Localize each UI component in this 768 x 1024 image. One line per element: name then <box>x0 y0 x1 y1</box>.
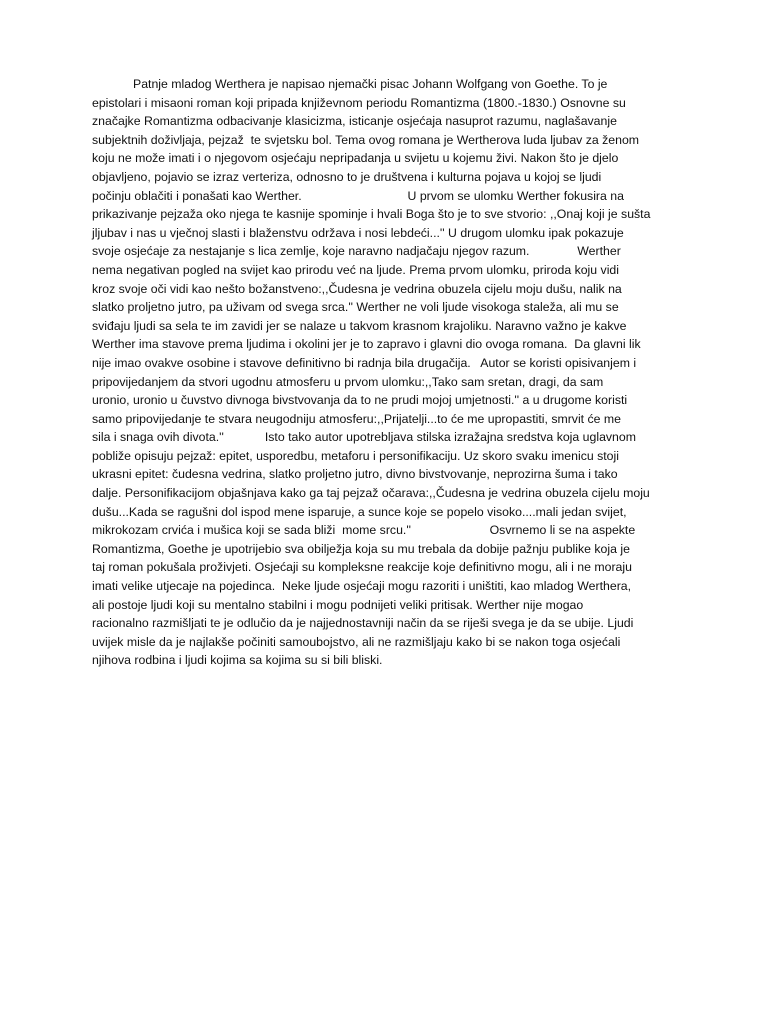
text-line: epistolari i misaoni roman koji pripada književnom periodu Romantizma (1800.-1830.) Osnovne su <box>92 95 626 110</box>
text-line: nije imao ovakve osobine i stavove definitivno bi radnja bila drugačija. Autor se koristi opisivanjem i <box>92 355 637 370</box>
text-line: samo pripovijedanje te stvara neugodniju atmosferu:,,Prijatelji...to će me upropastiti, smrvit će me <box>92 411 622 426</box>
text-line: prikazivanje pejzaža oko njega te kasnije spominje i hvali Boga što je to sve stvorio: ,,Onaj koji je sušta <box>92 207 651 222</box>
text-line: racionalno razmišljati te je odlučio da je najjednostavniji način da se riješi svega je da se ubije. Ljudi <box>92 616 634 631</box>
text-line: dalje. Personifikacijom objašnjava kako ga taj pejzaž očarava:,,Čudesna je vedrina obuzela cijelu moju <box>92 486 650 501</box>
text-line: svoje osjećaje za nestajanje s lica zemlje, koje naravno nadjačaju njegov razum. Werther <box>92 244 621 259</box>
text-line: Romantizma, Goethe je upotrijebio sva obilježja koja su mu trebala da dobije pažnju publike koja je <box>92 541 630 556</box>
text-line: dušu...Kada se ragušni dol ispod mene isparuje, a sunce koje se popelo visoko....mali jedan svijet, <box>92 504 627 519</box>
text-line: uvijek misle da je najlakše počiniti samoubojstvo, ali ne razmišljaju kako bi se nakon toga osjećali <box>92 634 621 649</box>
text-line: koju ne može imati i o njegovom osjećaju nepripadanja u svijetu u kojemu živi. Nakon što je djelo <box>92 151 619 166</box>
text-line: kroz svoje oči vidi kao nešto božanstveno:,,Čudesna je vedrina obuzela cijelu moju dušu, nalik na <box>92 281 622 296</box>
text-line: sila i snaga ovih divota.'' Isto tako autor upotrebljava stilska izražajna sredstva koja uglavnom <box>92 430 636 445</box>
essay-text <box>92 75 682 670</box>
text-line: uronio, uronio u čuvstvo divnoga bivstvovanja da to ne prudi mojoj umjetnosti.'' a u drugome koristi <box>92 393 628 408</box>
text-line: značajke Romantizma odbacivanje klasicizma, isticanje osjećaja nasuprot razumu, naglašavanje <box>92 114 617 129</box>
text-line: objavljeno, pojavio se izraz verteriza, odnosno to je društvena i kulturna pojava u kojoj se ljudi <box>92 169 602 184</box>
text-line: nema negativan pogled na svijet kao prirodu već na ljude. Prema prvom ulomku, priroda koju vidi <box>92 262 620 277</box>
text-line: počinju oblačiti i ponašati kao Werther. U prvom se ulomku Werther fokusira na <box>92 188 624 203</box>
text-line: ukrasni epitet: čudesna vedrina, slatko proljetno jutro, divno bivstvovanje, neprozirna šuma i tako <box>92 467 618 482</box>
text-line: imati velike utjecaje na pojedinca. Neke ljude osjećaji mogu razoriti i uništiti, kao mladog Werthera, <box>92 579 632 594</box>
text-line: Patnje mladog Werthera je napisao njemački pisac Johann Wolfgang von Goethe. To je <box>92 77 608 91</box>
text-line: pobliže opisuju pejzaž: epitet, usporedbu, metaforu i personifikaciju. Uz skoro svaku imenicu stoji <box>92 448 619 463</box>
text-line: pripovijedanjem da stvori ugodnu atmosferu u prvom ulomku:,,Tako sam sretan, dragi, da sam <box>92 374 604 389</box>
text-line: taj roman pokušala proživjeti. Osjećaji su kompleksne reakcije koje definitivno mogu, ali i ne moraju <box>92 560 632 575</box>
text-line: ali postoje ljudi koji su mentalno stabilni i mogu podnijeti veliki pritisak. Werther nije mogao <box>92 597 584 612</box>
text-line: subjektnih doživljaja, pejzaž te svjetsku bol. Tema ovog romana je Wertherova luda ljubav za ženom <box>92 132 640 147</box>
text-line: jljubav i nas u vječnoj slasti i blaženstvu održava i nosi lebdeći...'' U drugom ulomku ipak pokazuje <box>92 225 624 240</box>
text-line: Werther ima stavove prema ljudima i okolini jer je to zapravo i glavni dio ovoga romana. Da glavni lik <box>92 337 641 352</box>
text-line: mikrokozam crvića i mušica koji se sada bliži mome srcu.'' Osvrnemo li se na aspekte <box>92 523 636 538</box>
text-line: sviđaju ljudi sa sela te im zavidi jer se nalaze u takvom krasnom krajoliku. Naravno važno je kakve <box>92 318 627 333</box>
text-line: njihova rodbina i ljudi kojima sa kojima su si bili bliski. <box>92 653 383 668</box>
text-line: slatko proljetno jutro, pa uživam od svega srca.'' Werther ne voli ljude visokoga staleža, ali mu se <box>92 300 619 315</box>
